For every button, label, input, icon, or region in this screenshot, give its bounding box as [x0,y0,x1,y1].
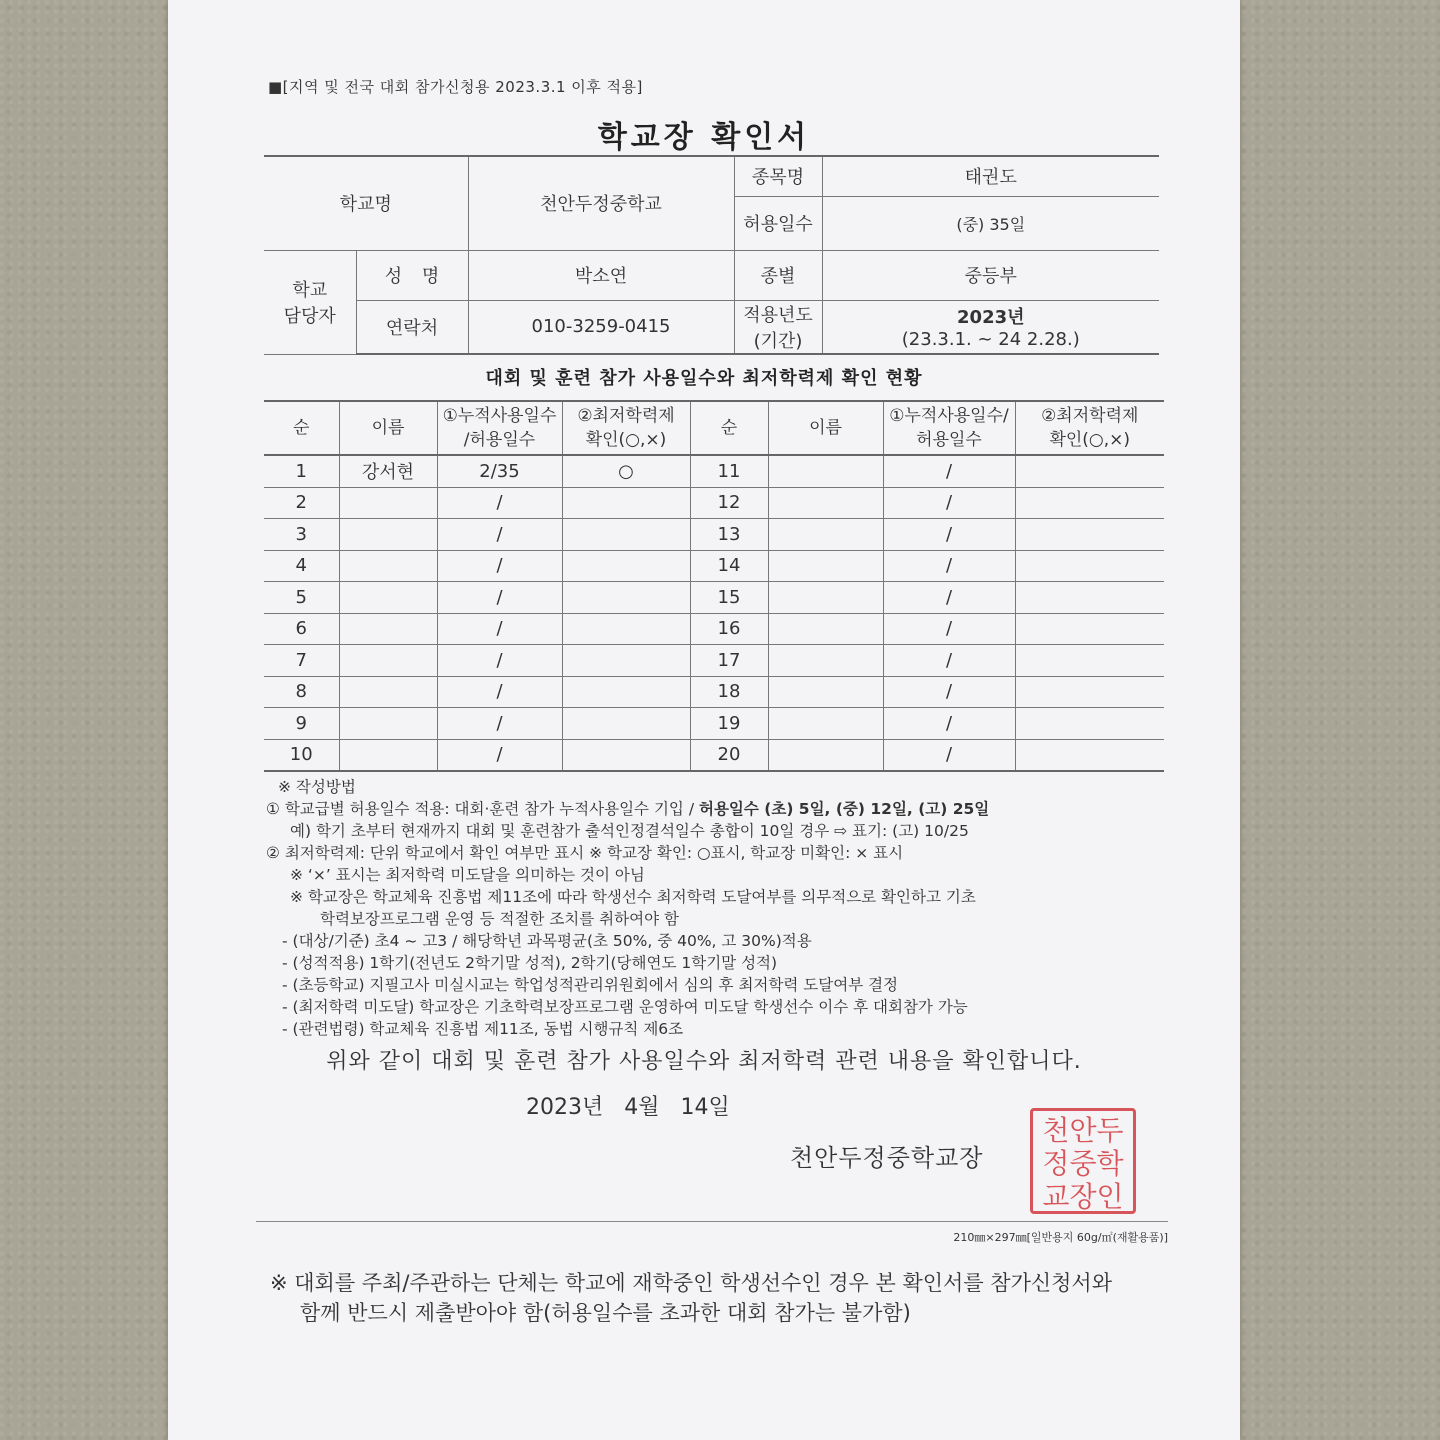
row-name [339,582,437,614]
allowed-value: (중) 35일 [822,196,1159,250]
notes-line-6: 학력보장프로그램 운영 등 적절한 조치를 취하여야 함 [320,910,679,928]
footer-note [270,1268,1170,1328]
event-label: 종목명 [734,156,822,196]
row-check-right [1015,519,1164,551]
manager-label [264,250,356,354]
contact-value: 010-3259-0415 [468,300,734,354]
row-name-right [768,519,883,551]
year-period: (23.3.1. ~ 24 2.28.) [901,329,1080,351]
notes-line-8: - (성적적용) 1학기(전년도 2학기말 성적), 2학기(당해연도 1학기말 성적) [282,954,778,972]
row-no: 3 [264,519,339,551]
row-check-right [1015,645,1164,677]
row-days-right: / [883,645,1015,677]
row-days-right: / [883,455,1015,487]
footer-line-2: 함께 반드시 제출받아야 함(허용일수를 초과한 대회 참가는 불가함) [300,1301,911,1325]
row-no: 8 [264,676,339,708]
row-days-right: / [883,708,1015,740]
date-day: 14일 [680,1095,730,1120]
row-check-right [1015,708,1164,740]
year-value-cell [822,300,1159,354]
row-no: 6 [264,613,339,645]
row-name-right [768,645,883,677]
row-name-right [768,613,883,645]
notes-line-10: - (최저학력 미도달) 학교장은 기초학력보장프로그램 운영하여 미도달 학생선수 이수 후 대회참가 가능 [282,998,968,1016]
year-label [734,300,822,354]
row-name [339,487,437,519]
row-no-right: 18 [690,676,768,708]
row-days: 2/35 [437,455,562,487]
col-header-check-right-line2: 확인(○,×) [1049,430,1131,450]
date-month: 4월 [624,1095,660,1120]
row-days-right: / [883,613,1015,645]
col-header-name-right: 이름 [768,401,883,455]
row-name-right [768,487,883,519]
manager-label-line1: 학교 [292,280,328,301]
table-row [264,582,1164,614]
row-days-right: / [883,487,1015,519]
row-no-right: 14 [690,550,768,582]
row-no-right: 19 [690,708,768,740]
row-check [562,708,690,740]
school-value: 천안두정중학교 [468,156,734,250]
row-check-right [1015,487,1164,519]
table-row [264,550,1164,582]
table-row [264,739,1164,771]
table-row [264,645,1164,677]
row-check-right [1015,676,1164,708]
seal-line-3: 교장인 [1042,1180,1124,1213]
row-no: 7 [264,645,339,677]
notes-line-11: - (관련법령) 학교체육 진흥법 제11조, 동법 시행규칙 제6조 [282,1020,684,1038]
row-check [562,739,690,771]
usage-table [264,400,1164,772]
col-header-days-line2: /허용일수 [463,430,536,450]
allowed-label: 허용일수 [734,196,822,250]
col-header-check-line2: 확인(○,×) [585,430,667,450]
row-check [562,582,690,614]
official-seal-stamp [1030,1108,1136,1214]
category-label: 종별 [734,250,822,300]
col-header-check-right-line1: ②최저학력제 [1041,406,1139,426]
info-table [264,155,1159,355]
row-days: / [437,487,562,519]
row-check [562,676,690,708]
row-name [339,550,437,582]
row-name-right [768,676,883,708]
row-days: / [437,645,562,677]
row-days: / [437,582,562,614]
row-name [339,519,437,551]
row-name-right [768,550,883,582]
row-no-right: 20 [690,739,768,771]
row-check-right [1015,613,1164,645]
notes-line-3: ② 최저학력제: 단위 학교에서 확인 여부만 표시 ※ 학교장 확인: ○표시, 학교장 미확인: × 표시 [266,844,904,862]
row-no: 1 [264,455,339,487]
row-name [339,739,437,771]
col-header-check-right [1015,401,1164,455]
date-year: 2023년 [526,1095,604,1120]
divider [256,1221,1168,1222]
col-header-days-line1: ①누적사용일수 [442,406,557,426]
row-name: 강서현 [339,455,437,487]
row-check [562,487,690,519]
col-header-name: 이름 [339,401,437,455]
notes-line-7: - (대상/기준) 초4 ~ 고3 / 해당학년 과목평균(초 50%, 중 40%, 고 30%)적용 [282,932,812,950]
seal-line-2: 정중학 [1042,1147,1124,1180]
row-name-right [768,739,883,771]
row-no: 9 [264,708,339,740]
col-header-days [437,401,562,455]
col-header-days-right-line1: ①누적사용일수/ [889,406,1009,426]
document-title: 학교장 확인서 [597,120,811,155]
row-no-right: 13 [690,519,768,551]
row-no: 4 [264,550,339,582]
row-no: 2 [264,487,339,519]
row-name [339,645,437,677]
col-header-check [562,401,690,455]
name-value: 박소연 [468,250,734,300]
row-name-right [768,455,883,487]
row-no: 5 [264,582,339,614]
row-name [339,613,437,645]
col-header-days-right-line2: 허용일수 [916,430,982,450]
manager-label-line2: 담당자 [283,306,336,327]
col-header-check-line1: ②최저학력제 [577,406,675,426]
row-days: / [437,550,562,582]
notes-line-1a: ① 학교급별 허용일수 적용: 대회·훈련 참가 누적사용일수 기입 / [266,800,699,818]
instructions [266,776,1166,1040]
notes-line-5: ※ 학교장은 학교체육 진흥법 제11조에 따라 학생선수 최저학력 도달여부를 의무적으로 확인하고 기초 [290,888,976,906]
usage-table-body [264,455,1164,771]
document-paper [168,0,1240,1440]
row-check [562,550,690,582]
school-label: 학교명 [264,156,468,250]
row-no: 10 [264,739,339,771]
table-row [264,487,1164,519]
row-check-right [1015,739,1164,771]
row-name-right [768,582,883,614]
notes-line-9: - (초등학교) 지필고사 미실시교는 학업성적관리위원회에서 심의 후 최저학력 도달여부 결정 [282,976,899,994]
row-check-right [1015,550,1164,582]
row-days: / [437,739,562,771]
issue-date [526,1090,744,1121]
row-days: / [437,519,562,551]
row-check: ○ [562,455,690,487]
seal-line-1: 천안두 [1042,1114,1124,1147]
row-days: / [437,613,562,645]
row-no-right: 16 [690,613,768,645]
name-label: 성 명 [356,250,468,300]
year-value: 2023년 [957,307,1025,329]
year-label-line2: (기간) [753,330,803,352]
col-header-no-right: 순 [690,401,768,455]
col-header-no: 순 [264,401,339,455]
row-no-right: 11 [690,455,768,487]
row-no-right: 15 [690,582,768,614]
row-check [562,613,690,645]
table-row [264,708,1164,740]
category-value: 중등부 [822,250,1159,300]
row-check-right [1015,455,1164,487]
row-name-right [768,708,883,740]
row-days: / [437,708,562,740]
row-check [562,645,690,677]
notes-line-1 [266,798,1166,820]
row-check-right [1015,582,1164,614]
header-note: ■[지역 및 전국 대회 참가신청용 2023.3.1 이후 적용] [268,78,643,96]
row-days-right: / [883,676,1015,708]
row-days: / [437,676,562,708]
row-no-right: 17 [690,645,768,677]
row-days-right: / [883,550,1015,582]
footer-line-1: ※ 대회를 주최/주관하는 단체는 학교에 재학중인 학생선수인 경우 본 확인서를 참가신청서와 [270,1271,1113,1295]
row-days-right: / [883,739,1015,771]
table-row [264,519,1164,551]
row-days-right: / [883,582,1015,614]
row-no-right: 12 [690,487,768,519]
row-days-right: / [883,519,1015,551]
table-row [264,676,1164,708]
principal-name: 천안두정중학교장 [790,1144,984,1172]
table-row [264,613,1164,645]
col-header-days-right [883,401,1015,455]
section-title: 대회 및 훈련 참가 사용일수와 최저학력제 확인 현황 [485,368,923,389]
paper-spec: 210㎜×297㎜[일반용지 60g/㎡(재활용품)] [953,1231,1168,1244]
notes-heading: ※ 작성방법 [278,778,356,796]
notes-line-4: ※ ‘×’ 표시는 최저학력 미도달을 의미하는 것이 아님 [290,866,645,884]
row-name [339,676,437,708]
event-value: 태권도 [822,156,1159,196]
year-label-line1: 적용년도 [743,304,813,326]
row-check [562,519,690,551]
notes-line-1b: 허용일수 (초) 5일, (중) 12일, (고) 25일 [698,800,990,818]
row-name [339,708,437,740]
notes-line-2: 예) 학기 초부터 현재까지 대회 및 훈련참가 출석인정결석일수 총합이 10일 경우 ⇨ 표기: (고) 10/25 [290,822,969,840]
table-row [264,455,1164,487]
confirmation-text: 위와 같이 대회 및 훈련 참가 사용일수와 최저학력 관련 내용을 확인합니다. [326,1049,1082,1074]
contact-label: 연락처 [356,300,468,354]
